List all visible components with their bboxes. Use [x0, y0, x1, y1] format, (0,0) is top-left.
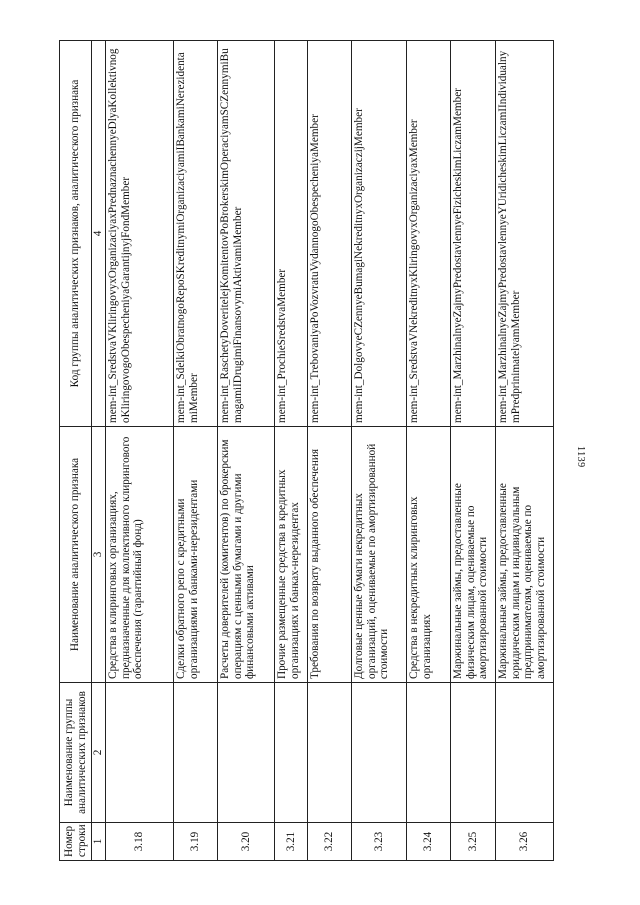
page-number: 1139 — [575, 446, 586, 468]
analytics-table — [59, 40, 554, 861]
row-number: 3.22 — [307, 823, 351, 861]
row-attribute-name: Маржинальные займы, предоставленные юридическим лицам и индивидуальным предпринимателям, оцениваемые по амортизированной стоимости — [495, 427, 553, 683]
row-group-name — [351, 683, 406, 823]
row-attribute-name: Маржинальные займы, предоставленные физическим лицам, оцениваемые по амортизированной стоимости — [450, 427, 495, 683]
row-number: 3.19 — [173, 823, 217, 861]
header-group-name: Наименование группы аналитических признаков — [60, 683, 92, 823]
row-code: mem-int_MarzhinalnyeZajmyPredostavlennyeYUridicheskimLiczamIIndividualnymPredprinimatelyamMember — [495, 41, 553, 427]
row-attribute-name: Требования по возврату выданного обеспечения — [307, 427, 351, 683]
row-attribute-name: Сделки обратного репо с кредитными организациями и банками-нерезидентами — [173, 427, 217, 683]
row-code: mem-int_ProchieSredstvaMember — [274, 41, 307, 427]
row-attribute-name: Прочие размещенные средства в кредитных организациях и банках-нерезидентах — [274, 427, 307, 683]
table-row — [406, 41, 450, 861]
row-code: mem-int_MarzhinalnyeZajmyPredostavlennyeFizicheskimLiczamMember — [450, 41, 495, 427]
row-group-name — [217, 683, 274, 823]
table-row — [351, 41, 406, 861]
column-index: 3 — [92, 427, 106, 683]
column-index: 1 — [92, 823, 106, 861]
row-attribute-name: Расчеты доверителей (комитентов) по брокерским операциям с ценными бумагами и другими финансовыми активами — [217, 427, 274, 683]
row-attribute-name: Средства в клиринговых организациях, предназначенные для коллективного клирингового обеспечения (гарантийный фонд) — [105, 427, 173, 683]
table-row — [105, 41, 173, 861]
row-code: mem-int_TrebovaniyaPoVozvratuVydannogoObespecheniyaMember — [307, 41, 351, 427]
row-attribute-name: Средства в некредитных клиринговых организациях — [406, 427, 450, 683]
row-code: mem-int_SredstvaVNekreditnyxKliringovyxOrganizaciyaxMember — [406, 41, 450, 427]
column-index: 4 — [92, 41, 106, 427]
row-group-name — [406, 683, 450, 823]
row-code: mem-int_DolgovyeCZennyeBumagiNekreditnyxOrganizaczijMember — [351, 41, 406, 427]
table-row — [274, 41, 307, 861]
table-row — [173, 41, 217, 861]
header-row — [60, 41, 92, 861]
table-row — [495, 41, 553, 861]
header-code: Код группы аналитических признаков, аналитического признака — [60, 41, 92, 427]
row-group-name — [173, 683, 217, 823]
row-group-name — [307, 683, 351, 823]
column-index: 2 — [92, 683, 106, 823]
row-number: 3.18 — [105, 823, 173, 861]
header-attribute-name: Наименование аналитического признака — [60, 427, 92, 683]
table-row — [217, 41, 274, 861]
row-number: 3.20 — [217, 823, 274, 861]
row-group-name — [450, 683, 495, 823]
row-number: 3.21 — [274, 823, 307, 861]
column-index-row — [92, 41, 106, 861]
row-group-name — [495, 683, 553, 823]
row-code: mem-int_RaschetyDoveritelejKomitentovPoBrokerskimOperaciyamSCZennymiBumagamiIDrugimiFinansovymiAktivamiMember — [217, 41, 274, 427]
row-number: 3.26 — [495, 823, 553, 861]
row-code: mem-int_SdelkiObratnogoRepoSKreditnymiOrganizaciyamiIBankamiNerezidentamiMember — [173, 41, 217, 427]
row-number: 3.23 — [351, 823, 406, 861]
row-number: 3.25 — [450, 823, 495, 861]
header-row-number: Номер строки — [60, 823, 92, 861]
row-attribute-name: Долговые ценные бумаги некредитных организаций, оцениваемые по амортизированной стоимости — [351, 427, 406, 683]
row-group-name — [105, 683, 173, 823]
row-number: 3.24 — [406, 823, 450, 861]
table-container — [59, 41, 569, 861]
table-row — [450, 41, 495, 861]
row-code: mem-int_SredstvaVKliringovyxOrganizaciyaxPrednaznachennyeDlyaKollektivnogoKliringovogoObespecheniyaGarantijnyjFondMember — [105, 41, 173, 427]
row-group-name — [274, 683, 307, 823]
table-row — [307, 41, 351, 861]
